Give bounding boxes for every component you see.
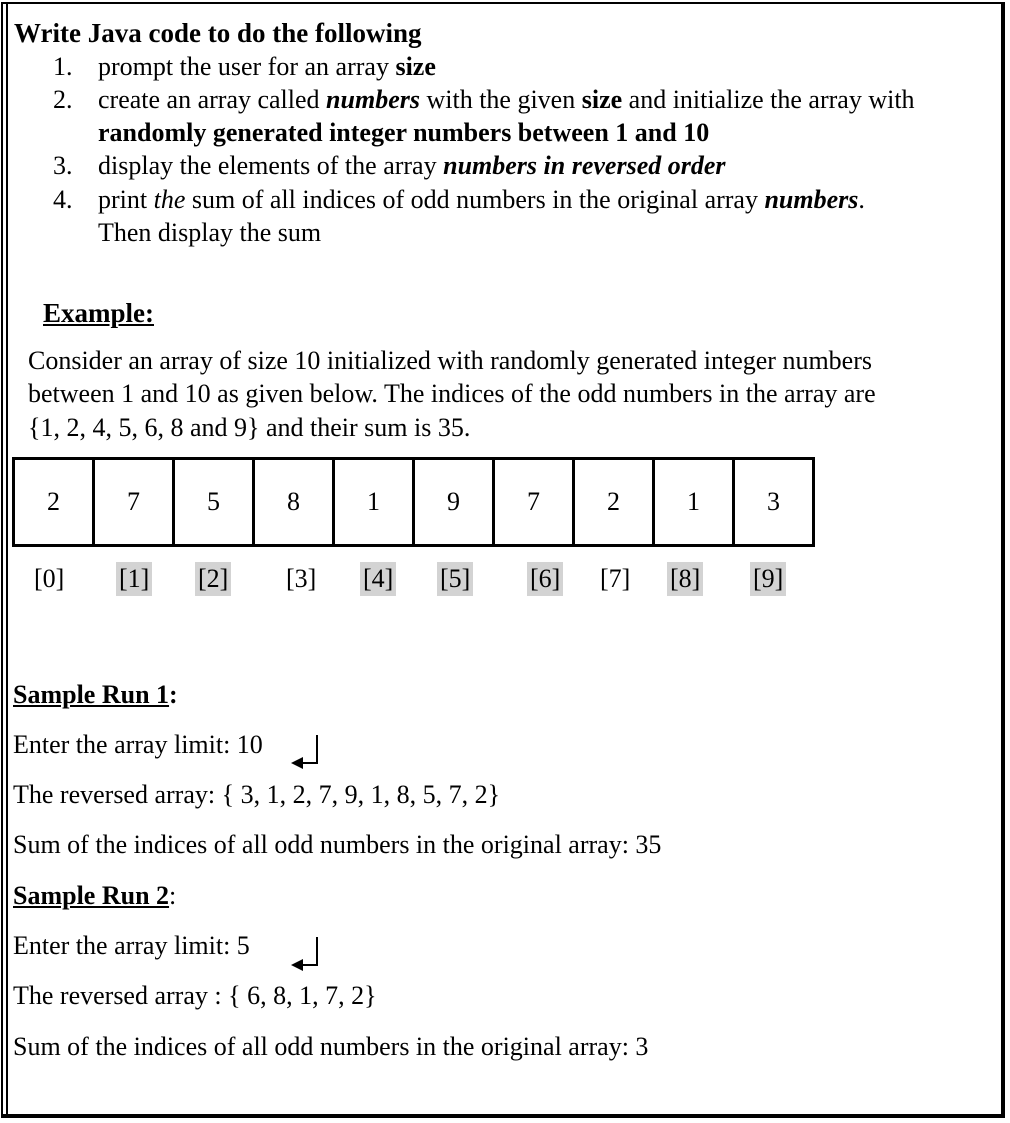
item-4-text: print the sum of all indices of odd numbers in the original array numbers. bbox=[98, 185, 865, 214]
item-3-number: 3. bbox=[53, 151, 73, 180]
array-index-highlighted: [6] bbox=[527, 562, 563, 596]
item-2-text: create an array called numbers with the given size and initialize the array with bbox=[98, 85, 915, 114]
item-1-number: 1. bbox=[53, 52, 73, 81]
example-paragraph-line-2: between 1 and 10 as given below. The indices of the odd numbers in the array are bbox=[28, 379, 876, 408]
array-cell: 1 bbox=[654, 459, 734, 546]
array-index-highlighted: [8] bbox=[667, 562, 703, 596]
array-table bbox=[12, 457, 815, 547]
array-cell: 9 bbox=[414, 459, 494, 546]
array-cell: 7 bbox=[94, 459, 174, 546]
array-index: [7] bbox=[600, 564, 631, 593]
item-2-number: 2. bbox=[53, 85, 73, 114]
item-3-text: display the elements of the array numbers in reversed order bbox=[98, 151, 726, 180]
item-1-text: prompt the user for an array size bbox=[98, 52, 436, 81]
array-cell: 5 bbox=[174, 459, 254, 546]
array-index-highlighted: [9] bbox=[750, 562, 786, 596]
array-index: [3] bbox=[286, 564, 317, 593]
example-paragraph-line-1: Consider an array of size 10 initialized with randomly generated integer numbers bbox=[28, 346, 872, 375]
task-title: Write Java code to do the following bbox=[14, 18, 422, 48]
array-cell: 1 bbox=[334, 459, 414, 546]
array-cell: 7 bbox=[494, 459, 574, 546]
sample-run-1-sum-line: Sum of the indices of all odd numbers in the original array: 35 bbox=[13, 830, 662, 859]
array-index: [0] bbox=[34, 564, 65, 593]
sample-run-2-input-line: Enter the array limit: 5 bbox=[13, 931, 250, 960]
sample-run-2-heading: Sample Run 2: bbox=[13, 881, 177, 910]
sample-run-2-sum-line: Sum of the indices of all odd numbers in the original array: 3 bbox=[13, 1032, 649, 1061]
array-index-highlighted: [1] bbox=[116, 562, 152, 596]
array-cell: 2 bbox=[574, 459, 654, 546]
item-4-text-line2: Then display the sum bbox=[98, 218, 322, 247]
sample-run-1-heading: Sample Run 1: bbox=[13, 680, 178, 709]
sample-run-1-reversed-line: The reversed array: { 3, 1, 2, 7, 9, 1, 8, 5, 7, 2} bbox=[13, 780, 501, 809]
array-index-highlighted: [5] bbox=[437, 562, 473, 596]
array-index-highlighted: [2] bbox=[195, 562, 231, 596]
page-border-inner bbox=[6, 2, 8, 1118]
item-4-number: 4. bbox=[53, 185, 73, 214]
array-cell: 3 bbox=[734, 459, 814, 546]
example-heading: Example: bbox=[43, 298, 154, 328]
sample-run-1-input-line: Enter the array limit: 10 bbox=[13, 730, 263, 759]
enter-key-icon bbox=[289, 935, 323, 975]
array-row bbox=[14, 459, 814, 546]
example-paragraph-line-3: {1, 2, 4, 5, 6, 8 and 9} and their sum is 35. bbox=[28, 413, 471, 442]
sample-run-2-reversed-line: The reversed array : { 6, 8, 1, 7, 2} bbox=[13, 981, 377, 1010]
enter-key-icon bbox=[289, 733, 323, 773]
item-2-text-line2: randomly generated integer numbers between 1 and 10 bbox=[98, 118, 710, 147]
array-index-highlighted: [4] bbox=[360, 562, 396, 596]
array-cell: 2 bbox=[14, 459, 94, 546]
array-cell: 8 bbox=[254, 459, 334, 546]
